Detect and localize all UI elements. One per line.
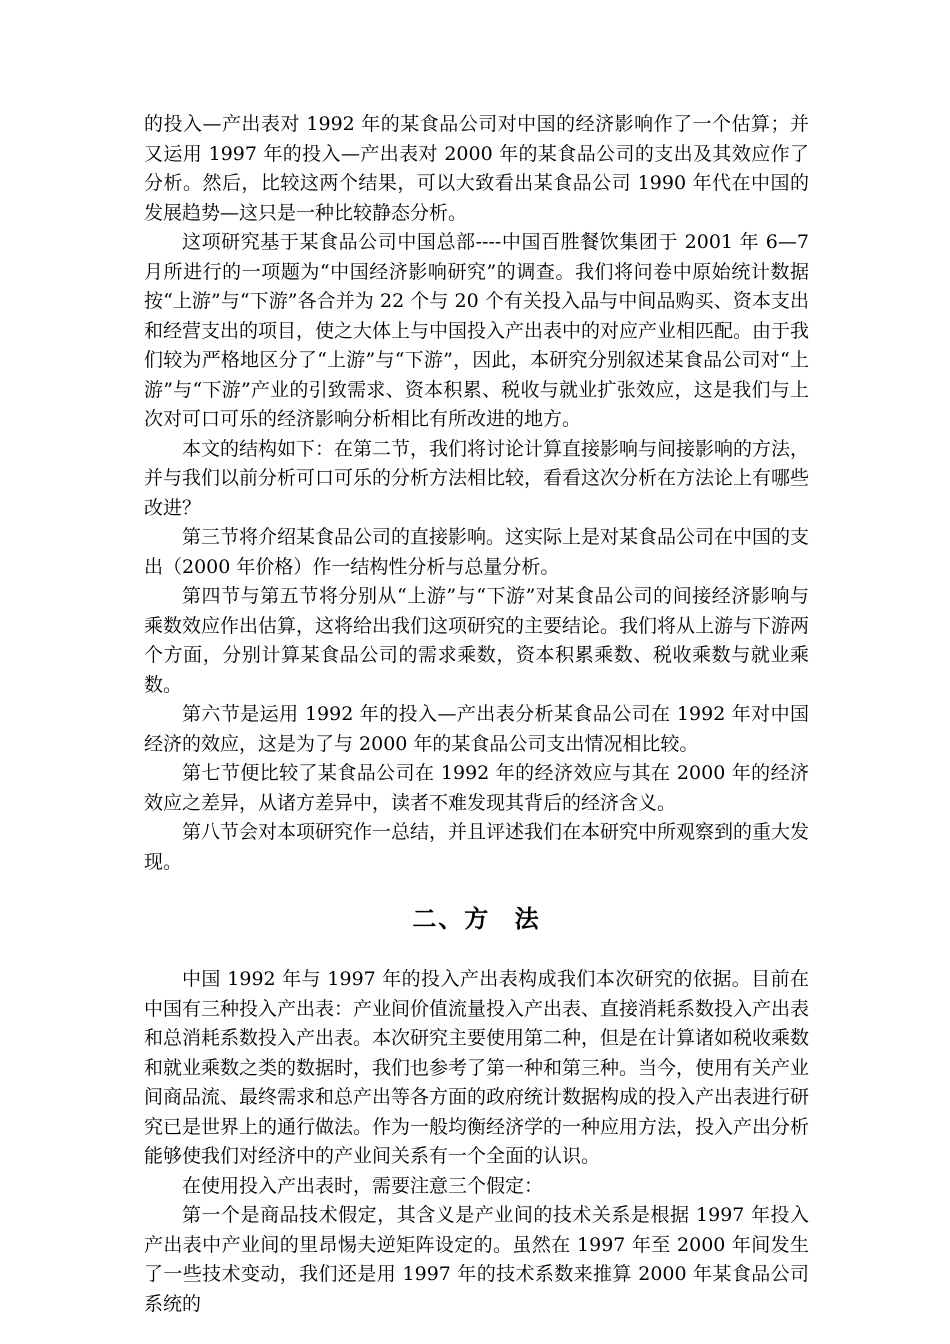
paragraph: 第八节会对本项研究作一总结，并且评述我们在本研究中所观察到的重大发现。 [144,821,810,873]
section-title: 二、方 法 [412,904,541,933]
paragraph: 第六节是运用 1992 年的投入—产出表分析某食品公司在 1992 年对中国经济的效应，这是为了与 2000 年的某食品公司支出情况相比较。 [144,703,809,755]
paragraph: 在使用投入产出表时，需要注意三个假定： [182,1174,544,1197]
paragraph: 的投入—产出表对 1992 年的某食品公司对中国的经济影响作了一个估算；并又运用 1997 年的投入—产出表对 2000 年的某食品公司的支出及其效应作了分析。然后，比较这两个结果，可以大致看出某食品公司 1990 年代在中国的发展趋势—这只是一种比较静态分析。 [144,113,809,224]
paragraph: 第三节将介绍某食品公司的直接影响。这实际上是对某食品公司在中国的支出（2000 年价格）作一结构性分析与总量分析。 [144,526,810,578]
paragraph: 第四节与第五节将分别从“上游”与“下游”对某食品公司的间接经济影响与乘数效应作出估算，这将给出我们这项研究的主要结论。我们将从上游与下游两个方面，分别计算某食品公司的需求乘数，资本积累乘数、税收乘数与就业乘数。 [144,585,810,696]
paragraph: 中国 1992 年与 1997 年的投入产出表构成我们本次研究的依据。目前在中国有三种投入产出表：产业间价值流量投入产出表、直接消耗系数投入产出表和总消耗系数投入产出表。本次研究主要使用第二种，但是在计算诸如税收乘数和就业乘数之类的数据时，我们也参考了第一种和第三种。当今，使用有关产业间商品流、最终需求和总产出等各方面的政府统计数据构成的投入产出表进行研究已是世界上的通行做法。作为一般均衡经济学的一种应用方法，投入产出分析能够使我们对经济中的产业间关系有一个全面的认识。 [144,968,810,1167]
paragraphs-before [144,110,809,877]
paragraph: 第一个是商品技术假定，其含义是产业间的技术关系是根据 1997 年投入产出表中产业间的里昂惕夫逆矩阵设定的。虽然在 1997 年至 2000 年间发生了一些技术变动，我们还是用 1997 年的技术系数来推算 2000 年某食品公司系统的 [144,1204,809,1315]
paragraph: 第七节便比较了某食品公司在 1992 年的经济效应与其在 2000 年的经济效应之差异，从诸方差异中，读者不难发现其背后的经济含义。 [144,762,809,814]
document-page [144,110,809,1319]
paragraph: 这项研究基于某食品公司中国总部----中国百胜餐饮集团于 2001 年 6—7 月所进行的一项题为“中国经济影响研究”的调查。我们将问卷中原始统计数据按“上游”与“下游”各合并为 22 个与 20 个有关投入品与中间品购买、资本支出和经营支出的项目，使之大体上与中国投入产出表中的对应产业相匹配。由于我们较为严格地区分了“上游”与“下游”，因此，本研究分别叙述某食品公司对“上游”与“下游”产业的引致需求、资本积累、税收与就业扩张效应，这是我们与上次对可口可乐的经济影响分析相比有所改进的地方。 [144,231,810,430]
paragraphs-after [144,965,809,1319]
paragraph: 本文的结构如下：在第二节，我们将讨论计算直接影响与间接影响的方法，并与我们以前分析可口可乐的分析方法相比较，看看这次分析在方法论上有哪些改进？ [144,437,810,519]
